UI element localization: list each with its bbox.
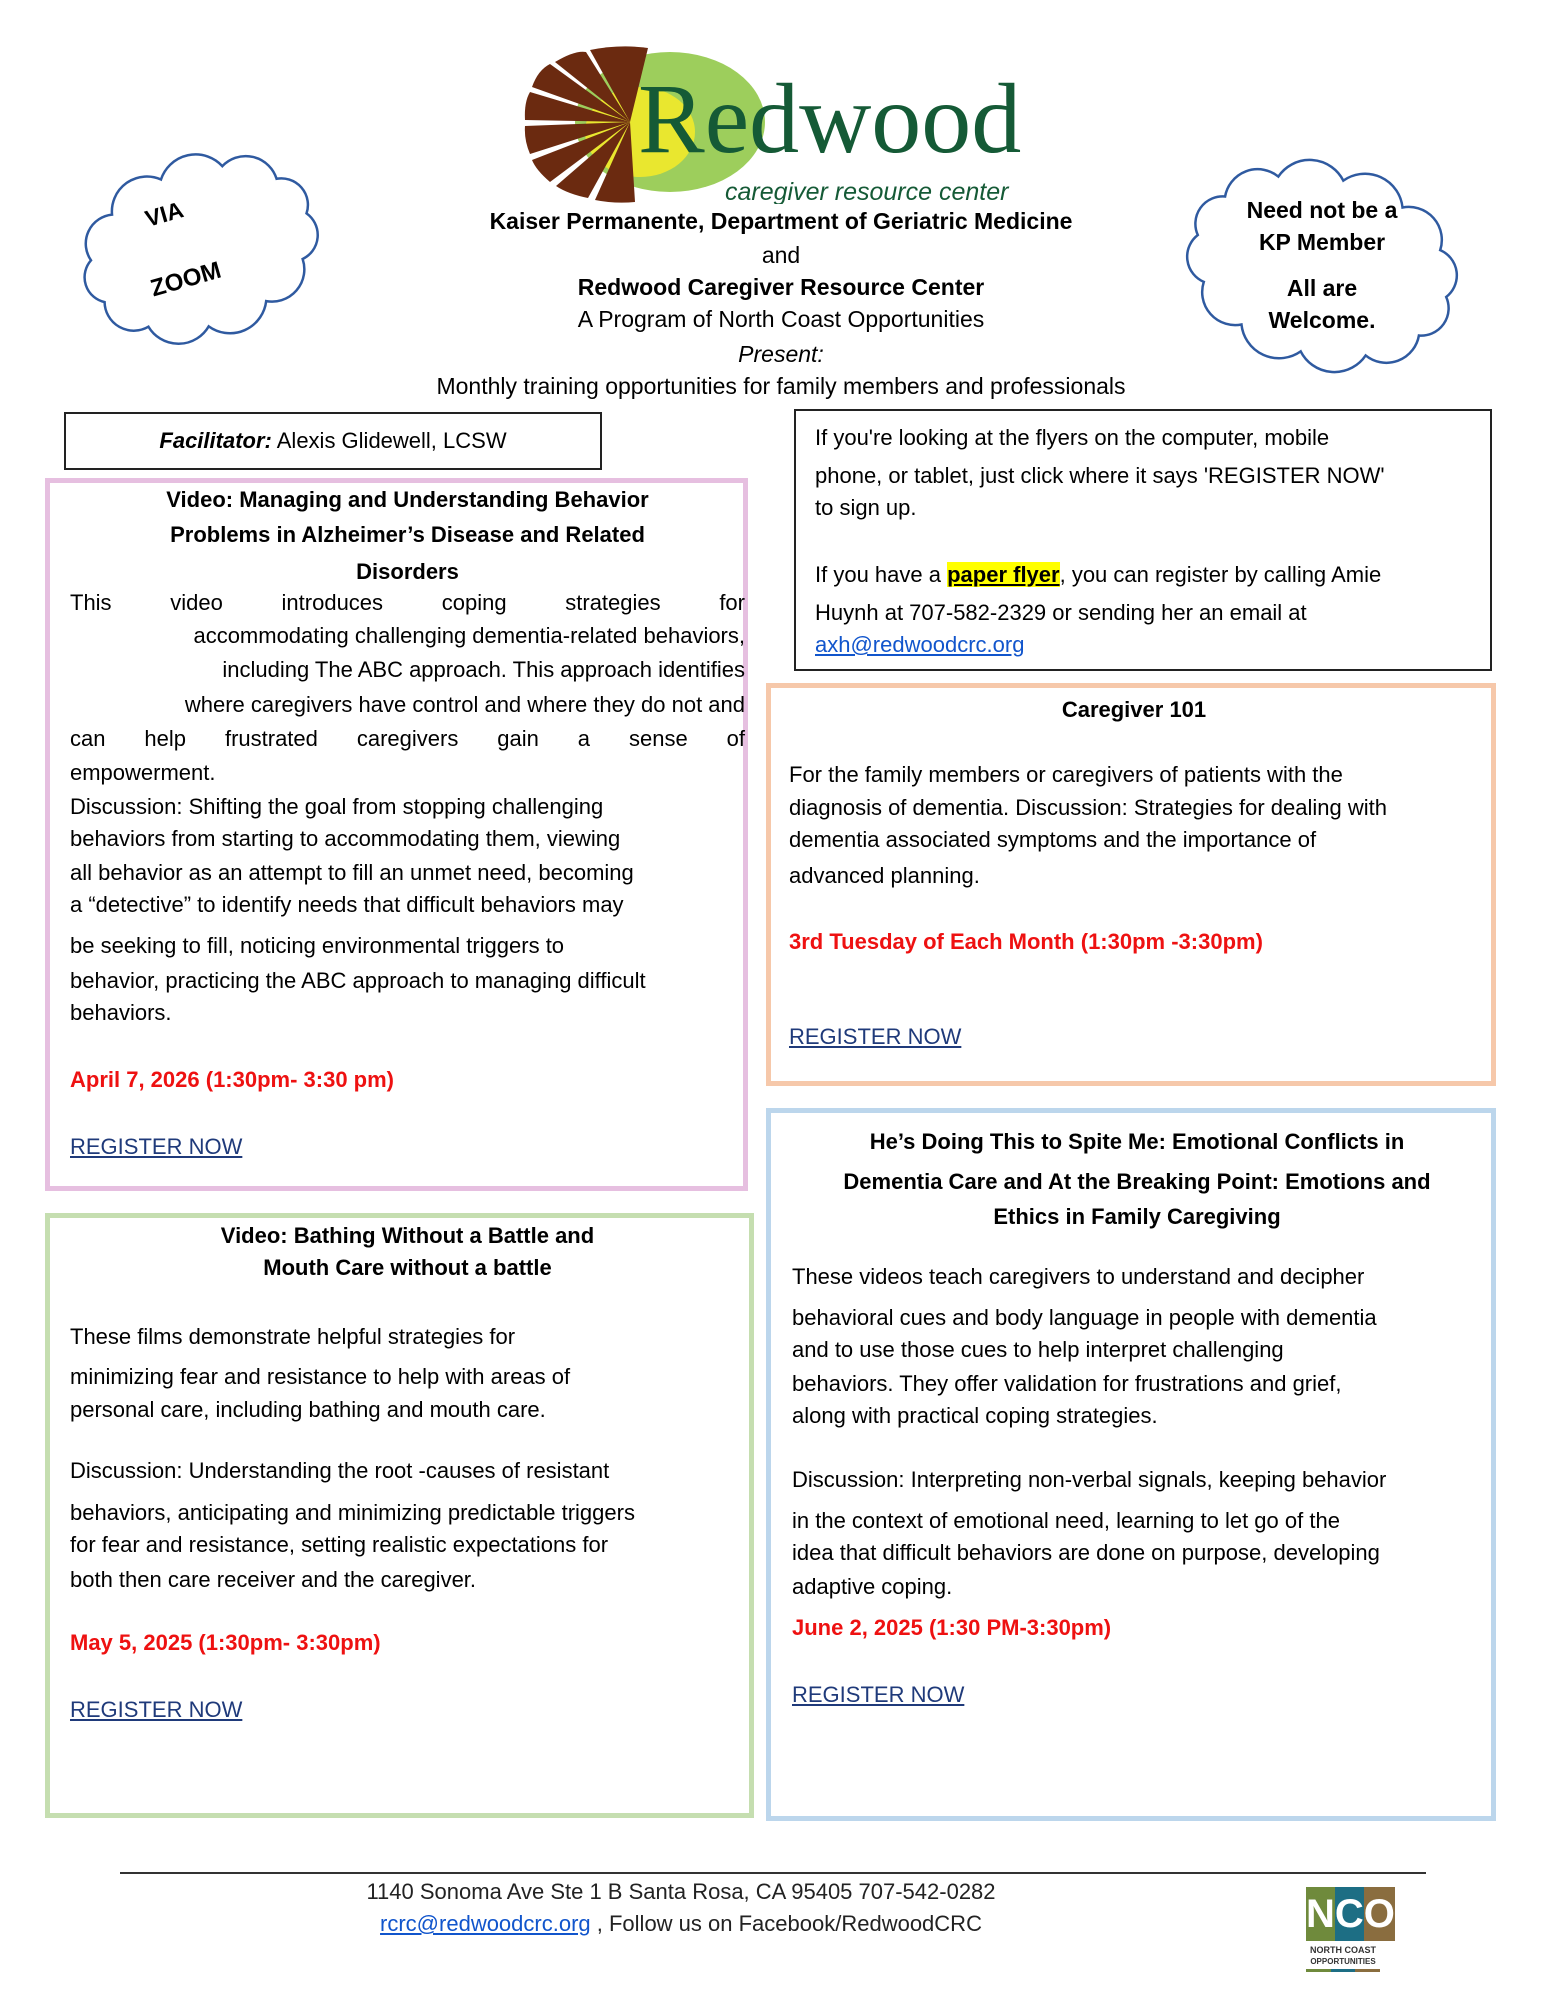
session-description-line: behaviors. They offer validation for frustrations and grief,: [792, 1371, 1342, 1396]
session-discussion-line: behaviors.: [70, 1000, 172, 1025]
session-discussion-line: behavior, practicing the ABC approach to managing difficult: [70, 968, 646, 993]
facilitator-name: Alexis Glidewell, LCSW: [271, 428, 507, 453]
footer-contact: [0, 1910, 1362, 1938]
header-subtitle: Monthly training opportunities for family members and professionals: [436, 373, 1126, 399]
register-now-link[interactable]: REGISTER NOW: [70, 1134, 243, 1159]
nco-line1: NORTH COAST: [1310, 1945, 1376, 1955]
session-description-line: behavioral cues and body language in people with dementia: [792, 1305, 1377, 1330]
header-program: A Program of North Coast Opportunities: [577, 306, 985, 332]
session-title-line: Disorders: [356, 559, 459, 584]
session-discussion-line: behaviors, anticipating and minimizing predictable triggers: [70, 1500, 635, 1525]
session-date: April 7, 2026 (1:30pm- 3:30 pm): [70, 1067, 395, 1092]
header-present: Present:: [738, 341, 824, 367]
info-line: Huynh at 707-582-2329 or sending her an email at: [815, 600, 1307, 625]
session-description-line: advanced planning.: [789, 863, 980, 888]
session-title-line: Caregiver 101: [1061, 697, 1207, 722]
email-link[interactable]: axh@redwoodcrc.org: [815, 632, 1025, 657]
session-description-line: dementia associated symptoms and the importance of: [789, 827, 1317, 852]
session-date: May 5, 2025 (1:30pm- 3:30pm): [70, 1630, 381, 1655]
session-description-line: accommodating challenging dementia-related behaviors,: [193, 623, 745, 648]
facilitator-label: Facilitator:: [159, 428, 272, 453]
info-prefix: If you have a: [815, 562, 948, 587]
footer-address: 1140 Sonoma Ave Ste 1 B Santa Rosa, CA 95405 707-542-0282: [366, 1879, 996, 1904]
logo-wordmark: Redwood: [638, 63, 1022, 174]
nco-letter: C: [1335, 1887, 1364, 1941]
member-cloud-line1: Need not be a: [1246, 197, 1398, 223]
register-now-link[interactable]: REGISTER NOW: [70, 1697, 243, 1722]
nco-line2: OPPORTUNITIES: [1310, 1957, 1376, 1966]
session-description-line: These films demonstrate helpful strategies for: [70, 1324, 516, 1349]
facilitator-box: [64, 412, 602, 470]
session-description-line: and to use those cues to help interpret challenging: [792, 1337, 1284, 1362]
header-org1: Kaiser Permanente, Department of Geriatric Medicine: [489, 208, 1073, 234]
logo-tagline: caregiver resource center: [725, 178, 1009, 204]
footer-divider: [120, 1872, 1426, 1874]
session-discussion-line: Discussion: Understanding the root -causes of resistant: [70, 1458, 610, 1483]
session-discussion-line: a “detective” to identify needs that difficult behaviors may: [70, 892, 624, 917]
paper-flyer-highlight: paper flyer: [947, 562, 1060, 587]
session-discussion-line: idea that difficult behaviors are done on purpose, developing: [792, 1540, 1380, 1565]
info-line: If you're looking at the flyers on the computer, mobile: [815, 425, 1330, 450]
session-description-line: diagnosis of dementia. Discussion: Strategies for dealing with: [789, 795, 1387, 820]
nco-letter: O: [1364, 1887, 1395, 1941]
session-description-line: For the family members or caregivers of patients with the: [789, 762, 1343, 787]
session-discussion-line: behaviors from starting to accommodating them, viewing: [70, 826, 621, 851]
info-suffix: , you can register by calling Amie: [1059, 562, 1382, 587]
register-now-link[interactable]: REGISTER NOW: [789, 1024, 962, 1049]
session-description-line: empowerment.: [70, 760, 216, 785]
session-description-line: can help frustrated caregivers gain a sense of: [70, 726, 745, 751]
nco-logo: [1306, 1887, 1395, 1977]
session-description-line: including The ABC approach. This approach identifies: [222, 657, 745, 682]
session-title-line: He’s Doing This to Spite Me: Emotional Conflicts in: [869, 1129, 1405, 1154]
header-and: and: [761, 242, 801, 268]
session-description-line: minimizing fear and resistance to help with areas of: [70, 1364, 571, 1389]
session-title-line: Video: Bathing Without a Battle and: [220, 1223, 595, 1248]
session-title-line: Problems in Alzheimer’s Disease and Related: [170, 522, 645, 547]
redwood-logo: [520, 42, 1040, 204]
session-description-line: These videos teach caregivers to understand and decipher: [792, 1264, 1365, 1289]
zoom-cloud-line1: VIA: [142, 196, 187, 232]
session-date: June 2, 2025 (1:30 PM-3:30pm): [792, 1615, 1112, 1640]
session-discussion-line: Discussion: Interpreting non-verbal signals, keeping behavior: [792, 1467, 1387, 1492]
register-now-link[interactable]: REGISTER NOW: [792, 1682, 965, 1707]
session-discussion-line: both then care receiver and the caregiver.: [70, 1567, 477, 1592]
nco-letter: N: [1306, 1887, 1335, 1941]
member-cloud-line4: Welcome.: [1268, 307, 1376, 333]
session-title-line: Dementia Care and At the Breaking Point: Emotions and: [843, 1169, 1431, 1194]
info-paper-line: [815, 559, 1381, 591]
session-date: 3rd Tuesday of Each Month (1:30pm -3:30pm): [789, 929, 1263, 954]
footer-email-link[interactable]: rcrc@redwoodcrc.org: [380, 1911, 591, 1936]
session-description-line: This video introduces coping strategies for: [70, 590, 745, 615]
session-discussion-line: Discussion: Shifting the goal from stopping challenging: [70, 794, 604, 819]
session-discussion-line: in the context of emotional need, learning to let go of the: [792, 1508, 1340, 1533]
info-line: to sign up.: [815, 495, 917, 520]
zoom-cloud-line2: ZOOM: [147, 256, 225, 303]
member-cloud-line3: All are: [1286, 275, 1358, 301]
redwood-logo-graphic: [520, 42, 1040, 204]
footer-follow: , Follow us on Facebook/RedwoodCRC: [590, 1911, 982, 1936]
session-description-line: personal care, including bathing and mouth care.: [70, 1397, 546, 1422]
session-discussion-line: adaptive coping.: [792, 1574, 953, 1599]
session-title-line: Ethics in Family Caregiving: [993, 1204, 1281, 1229]
session-discussion-line: for fear and resistance, setting realistic expectations for: [70, 1532, 609, 1557]
session-description-line: along with practical coping strategies.: [792, 1403, 1158, 1428]
session-discussion-line: all behavior as an attempt to fill an unmet need, becoming: [70, 860, 634, 885]
info-line: phone, or tablet, just click where it says 'REGISTER NOW': [815, 463, 1385, 488]
session-title-line: Mouth Care without a battle: [263, 1255, 552, 1280]
header-org2: Redwood Caregiver Resource Center: [577, 274, 985, 300]
session-discussion-line: be seeking to fill, noticing environmental triggers to: [70, 933, 565, 958]
session-description-line: where caregivers have control and where they do not and: [184, 692, 745, 717]
member-cloud-line2: KP Member: [1258, 229, 1386, 255]
session-title-line: Video: Managing and Understanding Behavior: [166, 487, 649, 512]
